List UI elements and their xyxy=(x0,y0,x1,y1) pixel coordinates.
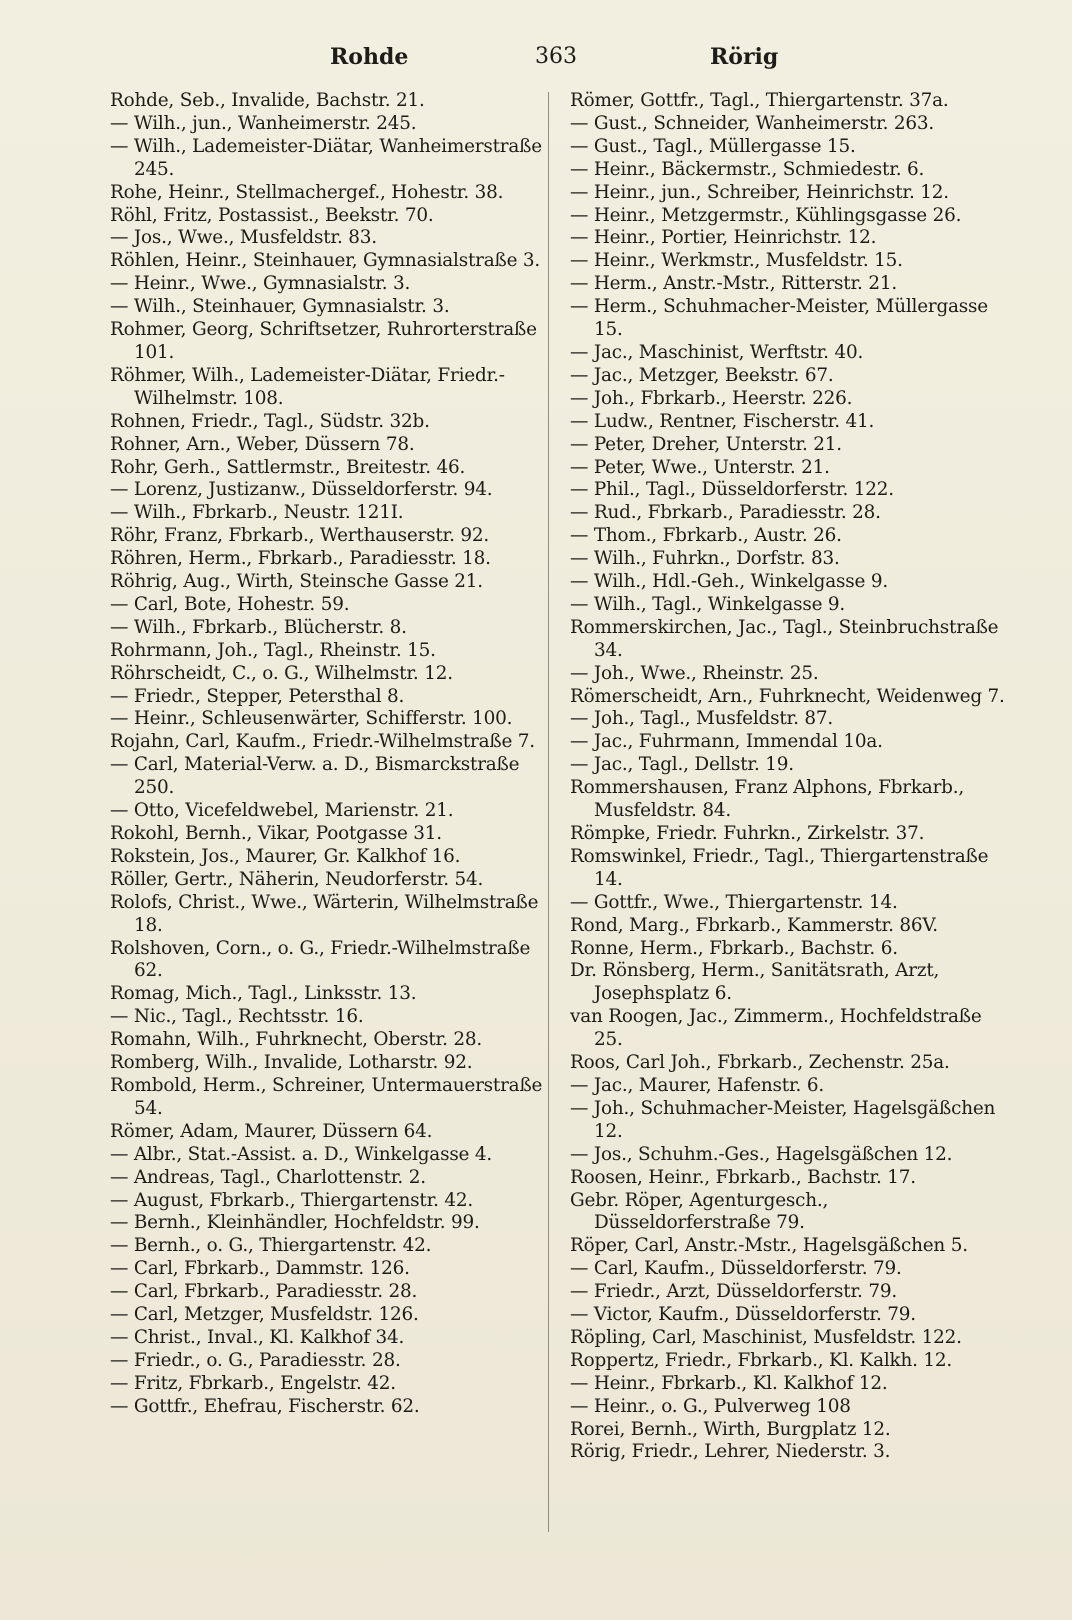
directory-entry: — August, Fbrkarb., Thiergartenstr. 42. xyxy=(110,1189,474,1211)
directory-entry: — Jac., Fuhrmann, Immendal 10a. xyxy=(570,731,883,753)
directory-entry: Rohr, Gerh., Sattlermstr., Breitestr. 46. xyxy=(110,456,466,478)
directory-entry: Romberg, Wilh., Invalide, Lotharstr. 92. xyxy=(110,1052,473,1074)
directory-entry: Rommerskirchen, Jac., Tagl., Steinbruchstraße 34. xyxy=(570,616,999,661)
directory-entry: — Thom., Fbrkarb., Austr. 26. xyxy=(570,525,842,547)
directory-entry: — Peter, Wwe., Unterstr. 21. xyxy=(570,456,830,478)
left-column xyxy=(110,90,560,1419)
directory-entry: — Fritz, Fbrkarb., Engelstr. 42. xyxy=(110,1372,396,1394)
directory-entry: — Lorenz, Justizanw., Düsseldorferstr. 94. xyxy=(110,479,493,501)
directory-entry: — Herm., Schuhmacher-Meister, Müllergasse 15. xyxy=(570,296,988,341)
directory-entry: — Joh., Fbrkarb., Heerstr. 226. xyxy=(570,387,853,409)
directory-entry: — Christ., Inval., Kl. Kalkhof 34. xyxy=(110,1326,405,1348)
directory-entry: Rohrmann, Joh., Tagl., Rheinstr. 15. xyxy=(110,639,436,661)
directory-entry: Röller, Gertr., Näherin, Neudorferstr. 54. xyxy=(110,868,484,890)
directory-entry: Rolofs, Christ., Wwe., Wärterin, Wilhelmstraße 18. xyxy=(110,891,539,936)
directory-entry: Rohe, Heinr., Stellmachergef., Hohestr. 38. xyxy=(110,181,504,203)
directory-entry: — Joh., Wwe., Rheinstr. 25. xyxy=(570,662,819,684)
directory-entry: — Heinr., o. G., Pulverweg 108 xyxy=(570,1395,851,1417)
directory-entry: — Wilh., Lademeister-Diätar, Wanheimerstraße 245. xyxy=(110,135,542,180)
directory-entry: Rommershausen, Franz Alphons, Fbrkarb., Musfeldstr. 84. xyxy=(570,777,965,822)
directory-entry: — Gottfr., Ehefrau, Fischerstr. 62. xyxy=(110,1395,420,1417)
directory-entry: — Wilh., Tagl., Winkelgasse 9. xyxy=(570,593,846,615)
directory-entry: Rolshoven, Corn., o. G., Friedr.-Wilhelmstraße 62. xyxy=(110,937,531,982)
directory-entry: — Victor, Kaufm., Düsseldorferstr. 79. xyxy=(570,1304,916,1326)
directory-entry: — Jos., Schuhm.-Ges., Hagelsgäßchen 12. xyxy=(570,1143,953,1165)
directory-entry: Röhren, Herm., Fbrkarb., Paradiesstr. 18. xyxy=(110,548,491,570)
directory-entry: — Peter, Dreher, Unterstr. 21. xyxy=(570,433,842,455)
directory-entry: Röhrig, Aug., Wirth, Steinsche Gasse 21. xyxy=(110,571,483,593)
directory-entry: — Jac., Maschinist, Werftstr. 40. xyxy=(570,341,864,363)
header-first-name: Rohde xyxy=(330,44,409,70)
directory-entry: Romswinkel, Friedr., Tagl., Thiergartenstraße 14. xyxy=(570,845,989,890)
directory-entry: — Wilh., Steinhauer, Gymnasialstr. 3. xyxy=(110,296,450,318)
directory-entry: Rombold, Herm., Schreiner, Untermauerstraße 54. xyxy=(110,1074,543,1119)
directory-entry: Roos, Carl Joh., Fbrkarb., Zechenstr. 25a. xyxy=(570,1052,950,1074)
directory-entry: — Joh., Schuhmacher-Meister, Hagelsgäßchen 12. xyxy=(570,1097,996,1142)
directory-entry: Ronne, Herm., Fbrkarb., Bachstr. 6. xyxy=(570,937,898,959)
directory-entry: Röhrscheidt, C., o. G., Wilhelmstr. 12. xyxy=(110,662,453,684)
directory-entry: — Carl, Fbrkarb., Paradiesstr. 28. xyxy=(110,1281,418,1303)
directory-entry: Römer, Adam, Maurer, Düssern 64. xyxy=(110,1120,433,1142)
directory-entry: — Jac., Tagl., Dellstr. 19. xyxy=(570,754,794,776)
directory-entry: van Roogen, Jac., Zimmerm., Hochfeldstraße 25. xyxy=(570,1006,982,1051)
directory-entry: Röhmer, Wilh., Lademeister-Diätar, Friedr.-Wilhelmstr. 108. xyxy=(110,364,505,409)
directory-entry: — Gust., Schneider, Wanheimerstr. 263. xyxy=(570,112,935,134)
directory-entry: Roppertz, Friedr., Fbrkarb., Kl. Kalkh. 12. xyxy=(570,1349,953,1371)
directory-entry: — Heinr., Bäckermstr., Schmiedestr. 6. xyxy=(570,158,925,180)
directory-entry: Roosen, Heinr., Fbrkarb., Bachstr. 17. xyxy=(570,1166,916,1188)
directory-entry: — Herm., Anstr.-Mstr., Ritterstr. 21. xyxy=(570,273,897,295)
directory-entry: — Bernh., o. G., Thiergartenstr. 42. xyxy=(110,1235,432,1257)
directory-entry: — Carl, Fbrkarb., Dammstr. 126. xyxy=(110,1258,410,1280)
directory-entry: Rojahn, Carl, Kaufm., Friedr.-Wilhelmstraße 7. xyxy=(110,731,535,753)
directory-entry: — Otto, Vicefeldwebel, Marienstr. 21. xyxy=(110,800,454,822)
directory-entry: Römerscheidt, Arn., Fuhrknecht, Weidenweg 7. xyxy=(570,685,1005,707)
directory-entry: Rohner, Arn., Weber, Düssern 78. xyxy=(110,433,415,455)
directory-entry: — Carl, Kaufm., Düsseldorferstr. 79. xyxy=(570,1258,902,1280)
directory-entry: Röhl, Fritz, Postassist., Beekstr. 70. xyxy=(110,204,434,226)
directory-entry: — Friedr., o. G., Paradiesstr. 28. xyxy=(110,1349,401,1371)
directory-entry: — Wilh., jun., Wanheimerstr. 245. xyxy=(110,112,417,134)
directory-entry: Römer, Gottfr., Tagl., Thiergartenstr. 37a. xyxy=(570,90,949,111)
directory-entry: — Albr., Stat.-Assist. a. D., Winkelgasse 4. xyxy=(110,1143,493,1165)
directory-entry: Rörig, Friedr., Lehrer, Niederstr. 3. xyxy=(570,1441,891,1463)
directory-entry: Rohde, Seb., Invalide, Bachstr. 21. xyxy=(110,90,425,111)
directory-entry: — Gottfr., Wwe., Thiergartenstr. 14. xyxy=(570,891,898,913)
directory-entry: Röpling, Carl, Maschinist, Musfeldstr. 122. xyxy=(570,1326,962,1348)
directory-entry: Rond, Marg., Fbrkarb., Kammerstr. 86V. xyxy=(570,914,938,936)
directory-entry: Römpke, Friedr. Fuhrkn., Zirkelstr. 37. xyxy=(570,823,925,844)
directory-entry: — Gust., Tagl., Müllergasse 15. xyxy=(570,135,856,157)
directory-entry: Rorei, Bernh., Wirth, Burgplatz 12. xyxy=(570,1418,891,1440)
directory-entry: — Ludw., Rentner, Fischerstr. 41. xyxy=(570,410,875,432)
header-last-name: Rörig xyxy=(710,44,779,70)
directory-entry: — Bernh., Kleinhändler, Hochfeldstr. 99. xyxy=(110,1212,480,1234)
directory-entry: — Carl, Metzger, Musfeldstr. 126. xyxy=(110,1304,419,1326)
directory-entry: Romag, Mich., Tagl., Linksstr. 13. xyxy=(110,983,417,1005)
directory-entry: Röhlen, Heinr., Steinhauer, Gymnasialstraße 3. xyxy=(110,250,541,272)
directory-entry: Gebr. Röper, Agenturgesch., Düsseldorferstraße 79. xyxy=(570,1189,829,1234)
directory-entry: Röper, Carl, Anstr.-Mstr., Hagelsgäßchen 5. xyxy=(570,1235,968,1257)
directory-entry: Rokohl, Bernh., Vikar, Pootgasse 31. xyxy=(110,823,442,844)
directory-entry: — Jos., Wwe., Musfeldstr. 83. xyxy=(110,227,377,249)
directory-entry: Dr. Rönsberg, Herm., Sanitätsrath, Arzt, Josephsplatz 6. xyxy=(570,960,940,1005)
directory-entry: — Wilh., Fbrkarb., Blücherstr. 8. xyxy=(110,616,407,638)
directory-entry: Romahn, Wilh., Fuhrknecht, Oberstr. 28. xyxy=(110,1029,483,1051)
directory-entry: — Heinr., jun., Schreiber, Heinrichstr. 12. xyxy=(570,181,949,203)
directory-entry: — Heinr., Metzgermstr., Kühlingsgasse 26. xyxy=(570,204,962,226)
directory-entry: — Jac., Metzger, Beekstr. 67. xyxy=(570,364,834,386)
directory-entry: — Carl, Material-Verw. a. D., Bismarckstraße 250. xyxy=(110,754,520,799)
directory-entry: — Andreas, Tagl., Charlottenstr. 2. xyxy=(110,1166,426,1188)
directory-entry: — Heinr., Wwe., Gymnasialstr. 3. xyxy=(110,273,411,295)
directory-entry: — Heinr., Fbrkarb., Kl. Kalkhof 12. xyxy=(570,1372,888,1394)
directory-entry: — Phil., Tagl., Düsseldorferstr. 122. xyxy=(570,479,894,501)
directory-entry: — Wilh., Fuhrkn., Dorfstr. 83. xyxy=(570,548,840,570)
directory-entry: — Wilh., Hdl.-Geh., Winkelgasse 9. xyxy=(570,571,888,593)
directory-entry: — Heinr., Werkmstr., Musfeldstr. 15. xyxy=(570,250,903,272)
directory-entry: — Wilh., Fbrkarb., Neustr. 121I. xyxy=(110,502,404,524)
directory-entry: — Joh., Tagl., Musfeldstr. 87. xyxy=(570,708,834,730)
directory-entry: Rohmer, Georg, Schriftsetzer, Ruhrorterstraße 101. xyxy=(110,319,537,363)
directory-entry: — Carl, Bote, Hohestr. 59. xyxy=(110,593,350,615)
directory-entry: Rohnen, Friedr., Tagl., Südstr. 32b. xyxy=(110,410,430,432)
directory-entry: — Friedr., Arzt, Düsseldorferstr. 79. xyxy=(570,1281,897,1303)
directory-entry: — Heinr., Schleusenwärter, Schifferstr. 100. xyxy=(110,708,513,730)
directory-entry: — Rud., Fbrkarb., Paradiesstr. 28. xyxy=(570,502,881,524)
directory-entry: Rokstein, Jos., Maurer, Gr. Kalkhof 16. xyxy=(110,845,461,867)
directory-entry: — Nic., Tagl., Rechtsstr. 16. xyxy=(110,1006,364,1028)
directory-entry: Röhr, Franz, Fbrkarb., Werthauserstr. 92. xyxy=(110,525,490,547)
right-column xyxy=(570,90,1010,1464)
page-number: 363 xyxy=(535,44,577,69)
directory-entry: — Jac., Maurer, Hafenstr. 6. xyxy=(570,1074,824,1096)
page-header xyxy=(110,44,1000,74)
directory-entry: — Heinr., Portier, Heinrichstr. 12. xyxy=(570,227,877,249)
directory-entry: — Friedr., Stepper, Petersthal 8. xyxy=(110,685,405,707)
